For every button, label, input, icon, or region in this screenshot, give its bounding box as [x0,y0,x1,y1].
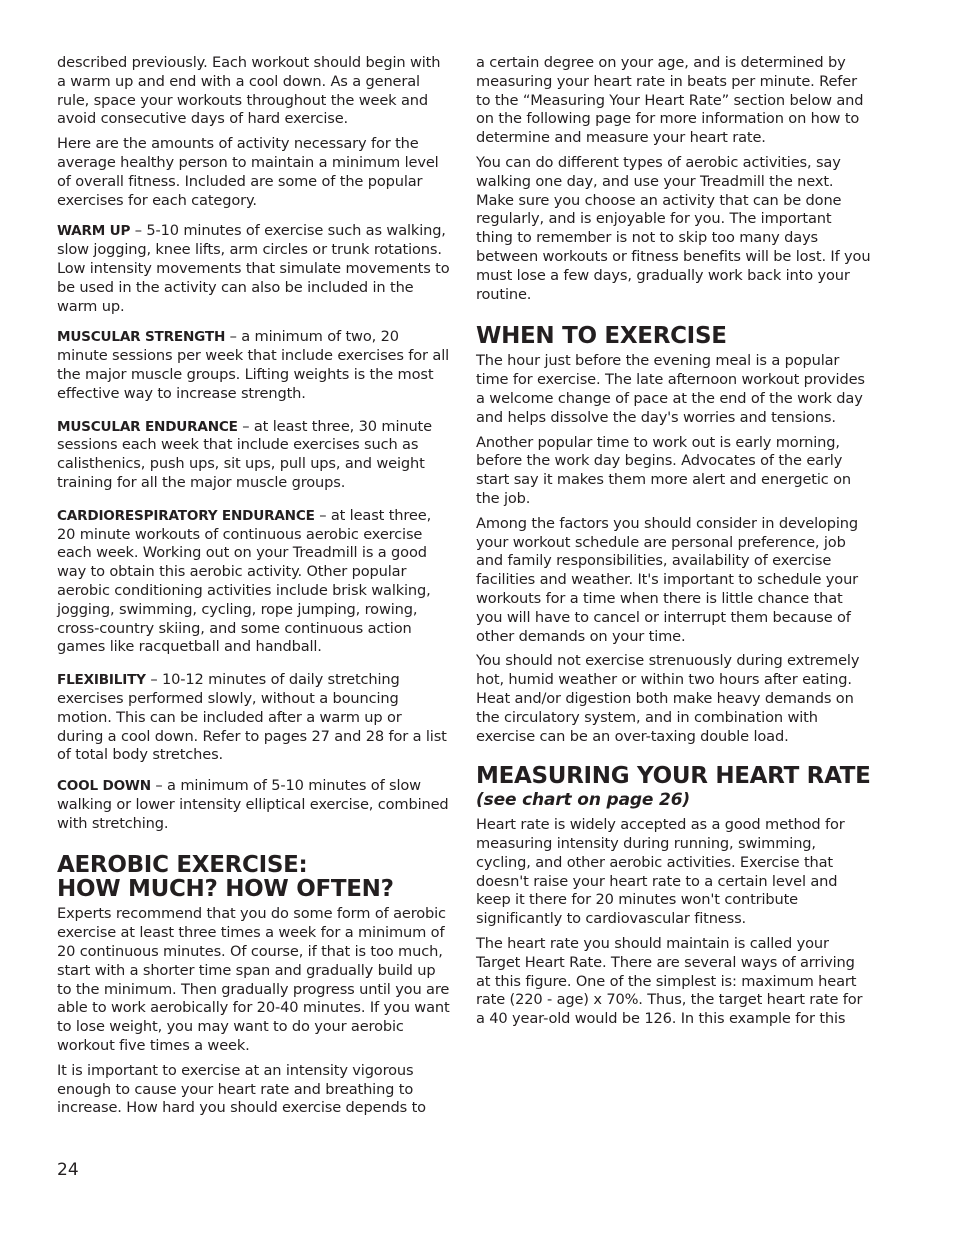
paragraph: You should not exercise strenuously during extremely hot, humid weather or within two hours after eating. Heat and/or digestion both make heavy demands on the circulatory system, and in combination with exercise can be an over-taxing double load. [476,652,860,745]
section-heading-aerobic-exercise [57,853,452,901]
paragraph: The hour just before the evening meal is a popular time for exercise. The late afternoon workout provides a welcome change of pace at the end of the work day and helps dissolve the day's worries and tensions. [476,352,865,426]
term-description: – at least three, 20 minute workouts of continuous aerobic exercise each week. Working out on your Treadmill is a good way to obtain this aerobic activity. Other popular aerobic conditioning activities include brisk walking, jogging, swimming, cycling, rope jumping, rowing, cross-country skiing, and some continuous action games like racquetball and handball. [57,506,432,656]
term-description: – a minimum of 5-10 minutes of slow walking or lower intensity elliptical exercise, combined with stretching. [57,777,449,832]
term-label: CARDIORESPIRATORY ENDURANCE [57,507,315,524]
term-description: – a minimum of two, 20 minute sessions per week that include exercises for all the major muscle groups. Lifting weights is the most effective way to increase strength. [57,328,450,402]
activity-item-warm-up [57,222,452,316]
paragraph: The heart rate you should maintain is called your Target Heart Rate. There are several ways of arriving at this figure. One of the simplest is: maximum heart rate (220 - age) x 70%. Thus, the target heart rate for a 40 year-old would be 126. In this example for this [476,935,863,1028]
left-column [57,54,452,1124]
term-label: FLEXIBILITY [57,672,146,689]
paragraph: described previously. Each workout should begin with a warm up and end with a cool down. As a general rule, space your workouts throughout the week and avoid consecutive days of hard exercise. [57,54,441,128]
heading-line: HOW MUCH? HOW OFTEN? [57,876,394,903]
term-description: – 5-10 minutes of exercise such as walking, slow jogging, knee lifts, arm circles or trunk rotations. Low intensity movements that simulate movements to be used in the activity can also be included in the warm up. [57,222,450,315]
right-column [476,54,871,1035]
paragraph: You can do different types of aerobic activities, say walking one day, and use your Treadmill the next. Make sure you choose an activity that can be done regularly, and is enjoyable for you. The important thing to remember is not to skip too many days between workouts or fitness benefits will be lost. If you must lose a few days, gradually work back into your routine. [476,153,871,303]
term-label: COOL DOWN [57,778,151,795]
activity-item-flexibility [57,671,452,765]
activity-item-muscular-endurance [57,418,452,493]
page-number: 24 [57,1160,79,1180]
paragraph: a certain degree on your age, and is determined by measuring your heart rate in beats per minute. Refer to the “Measuring Your Heart Rate” section below and on the following page for more information on how to determine and measure your heart rate. [476,54,864,147]
paragraph: Among the factors you should consider in developing your workout schedule are personal preference, job and family responsibilities, availability of exercise facilities and weather. It's important to schedule your workouts for a time when there is little chance that you will have to cancel or interrupt them because of other demands on your time. [476,514,859,645]
section-heading-when-to-exercise: WHEN TO EXERCISE [476,323,727,350]
paragraph: Heart rate is widely accepted as a good method for measuring intensity during running, swimming, cycling, and other aerobic activities. Exercise that doesn't raise your heart rate to a certain level and keep it there for 20 minutes won't contribute significantly to cardiovascular fitness. [476,816,845,928]
activity-item-cool-down [57,777,452,833]
term-label: MUSCULAR ENDURANCE [57,418,238,435]
activity-item-muscular-strength [57,328,452,403]
paragraph: Here are the amounts of activity necessary for the average healthy person to maintain a minimum level of overall fitness. Included are some of the popular exercises for each category. [57,135,439,209]
paragraph: Another popular time to work out is early morning, before the work day begins. Advocates of the early start say it makes them more alert and energetic on the job. [476,433,852,507]
paragraph: It is important to exercise at an intensity vigorous enough to cause your heart rate and breathing to increase. How hard you should exercise depends to [57,1061,426,1117]
term-label: WARM UP [57,223,131,240]
term-description: – at least three, 30 minute sessions each week that include exercises such as calisthenics, push ups, sit ups, pull ups, and weight training for all the major muscle groups. [57,417,432,491]
section-subheading: (see chart on page 26) [476,790,691,811]
heading-line: AEROBIC EXERCISE: [57,852,308,879]
term-description: – 10-12 minutes of daily stretching exercises performed slowly, without a bouncing motion. This can be included after a warm up or during a cool down. Refer to pages 27 and 28 for a list of total body stretches. [57,671,447,764]
term-label: MUSCULAR STRENGTH [57,329,226,346]
activity-item-cardiorespiratory-endurance [57,507,452,657]
paragraph: Experts recommend that you do some form of aerobic exercise at least three times a week for a minimum of 20 continuous minutes. Of course, if that is too much, start with a shorter time span and gradually build up to the minimum. Then gradually progress until you are able to work aerobically for 20-40 minutes. If you want to lose weight, you may want to do your aerobic workout five times a week. [57,905,450,1055]
section-heading-measuring-heart-rate: MEASURING YOUR HEART RATE [476,763,871,790]
